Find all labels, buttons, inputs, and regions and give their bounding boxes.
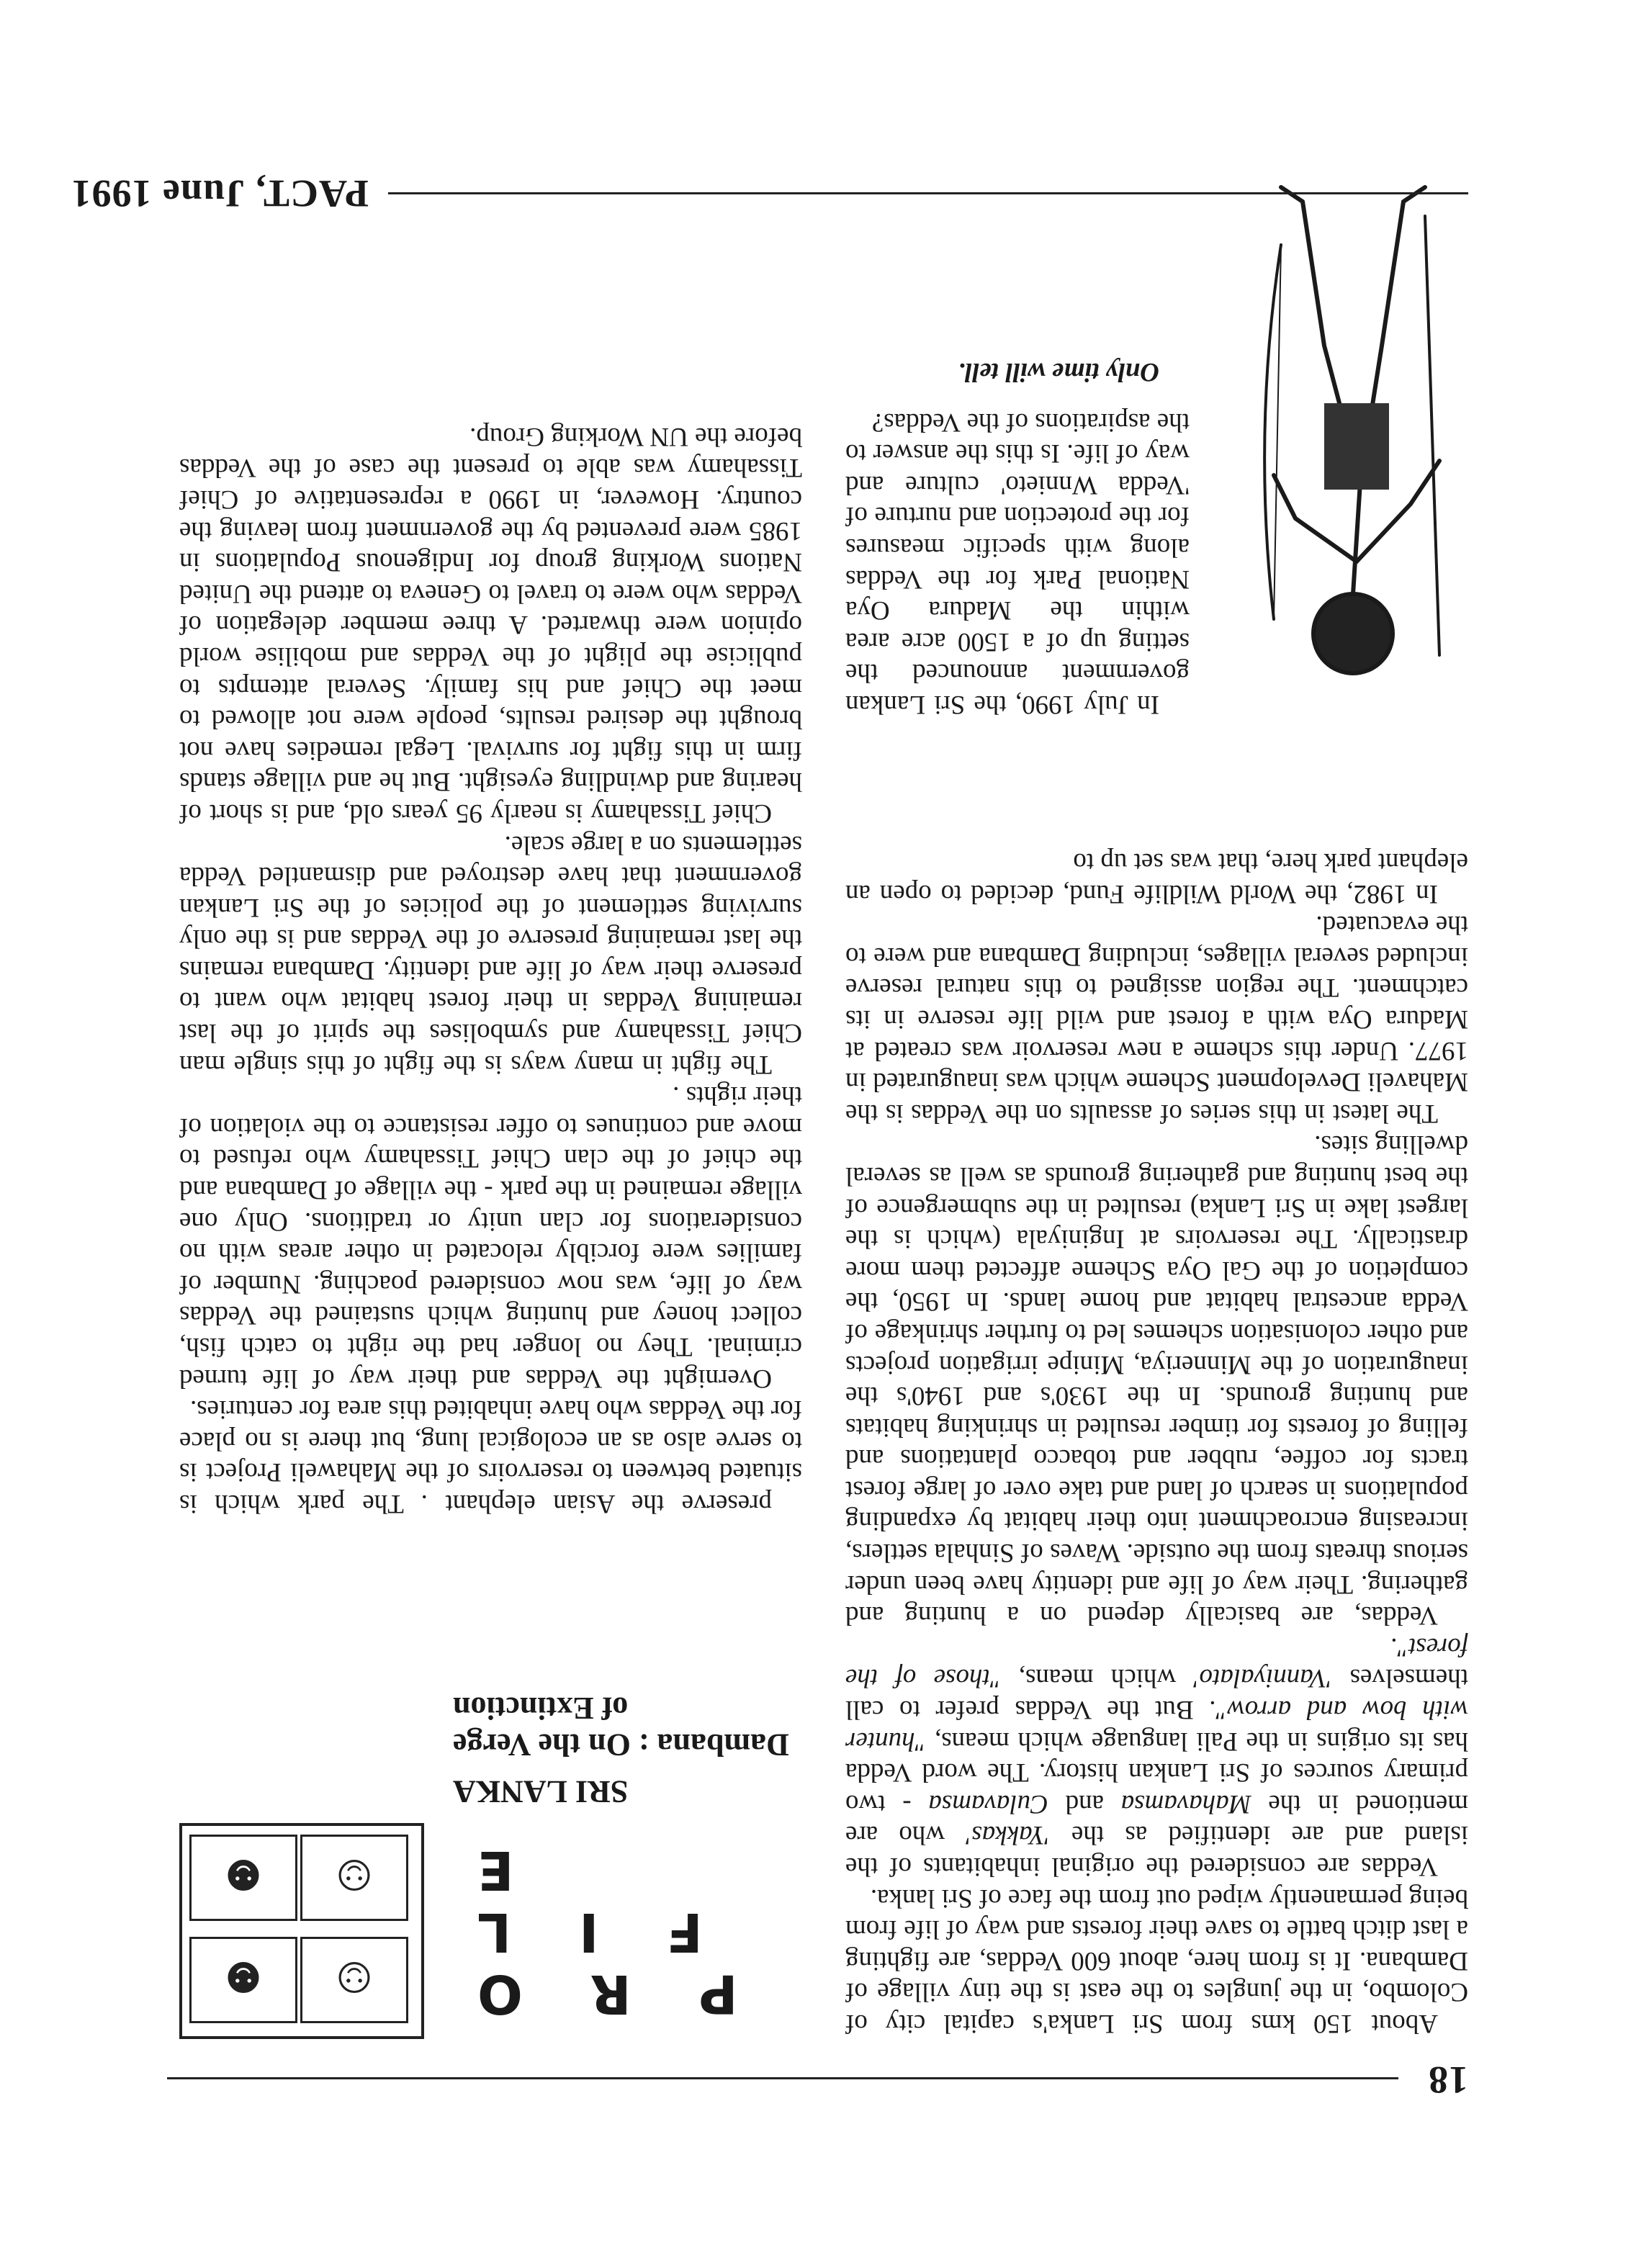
footer-rule — [388, 192, 1468, 194]
paragraph: Chief Tissahamy is nearly 95 years old, and is short of hearing and dwindling eyesight. But he and village stands firm in this fight for survival. Legal remedies have not brought the desired results, people were not allowed to meet the Chief and his family. Several attempts to publicise the plight of the Veddas and mobilise world opinion were thwarted. A three member delegation of Veddas who were to travel to Geneva to attend the United Nations Working group for Indigenous Populations in 1985 were prevented by the government from leaving the country. However, in 1990 a representative of Chief Tissahamy was able to present the case of the Veddas before the UN Working Group. — [179, 421, 802, 828]
paragraph: The fight in many ways is the fight of this single man Chief Tissahamy and symbolises the spirit of the last remaining Veddas in their forest habitat who want to preserve their way of life and identity. Dambana remains the last remaining preserve of the Veddas and is the only surviving settlement of the policies of the Sri Lankan government that have destroyed and dismantled Vedda settlements on a large scale. — [179, 829, 802, 1079]
paragraph: The latest in this series of assaults on the Veddas is the Mahaveli Development Scheme which was inaugurated in 1977. Under this scheme a new reservoir was created at Madura Oya with a forest and wild life reserve in its catchment. The region assigned to this natural reserve included several villages, including Dambana and were to the evacuated. — [845, 910, 1468, 1128]
section-label: P R O F I L E — [453, 1839, 738, 2025]
paragraph: About 150 kms from Sri Lanka's capital city of Colombo, in the jungles to the east is the tiny village of Dambana. It is from here, about 600 Veddas, are fighting a last ditch battle to save their forests and way of life from being permanently wiped out from the face of Sri lanka. — [845, 1883, 1468, 2038]
heading-group — [179, 1521, 802, 2039]
page-number: 18 — [1428, 2058, 1468, 2102]
paragraph: In July 1990, the Sri Lankan government announced the setting up of a 1500 acre area within the Madura Oya National Park for the Veddas along with specific measures for the protection and nurture of 'Vedda Wnnieto' culture and way of life. Is this the answer to the aspirations of the Veddas? — [845, 407, 1190, 719]
paragraph: Veddas are considered the original inhabitants of the island and are identified as the 'Yakkas' who are mentioned in the Mahavamsa and Culavamsa - two primary sources of Sri Lankan history. The word Vedda has its origins in the Pali language which means, "hunter with bow and arrow". But the Veddas prefer to call themselves 'Vanniyalato' which means, "those of the forest". — [845, 1632, 1468, 1882]
logo-figure-icon: ☺ — [300, 1937, 408, 2023]
paragraph: Overnight the Veddas and their way of life turned criminal. They no longer had the right to catch fish, collect honey and hunting which sustained the Veddas way of life, was now considered poaching. Number of families were forcibly relocated in other areas with no considerations for clan unity or traditions. Only one village remained in the park - the village of Dambana and the chief of the clan Chief Tissahamy who refused to move and continues to offer resistance to the violation of their rights . — [179, 1081, 802, 1393]
left-column — [845, 846, 1468, 2039]
paragraph: In 1982, the World Wildlife Fund, decided to open an elephant park here, that was set up to — [845, 847, 1468, 909]
closing-line: Only time will tell. — [958, 357, 1159, 387]
logo-figure-icon: ☻ — [189, 1835, 297, 1921]
logo-figure-icon: ☻ — [189, 1937, 297, 2023]
vedda-hunter-illustration — [1238, 173, 1468, 720]
paragraph: Veddas, are basically depend on a hunting and gathering. Their way of life and identity have been under serious threats from the outside. Waves of Sinhala settlers, increasing encroachment into their habitat by expanding populations in search of land and take over of large forest tracts for coffee, rubber and tobacco plantations and felling of forests for timber resulted in shrinking habitats and hunting grounds. In the 1930's and 1940's the inauguration of the Minneriya, Minipe irrigation projects and other colonisation schemes led to further shrinkage of Vedda ancestral habitat and home lands. In 1950, the completion of the Gal Oya Scheme affected them more drastically. The reservoirs at Inginiyala (which is the largest lake in Sri Lanka) resulted in the submergence of the best hunting and gathering grounds as well as several dwelling sites. — [845, 1130, 1468, 1631]
country-heading: SRI LANKA — [453, 1774, 629, 1809]
profile-logo-icon — [179, 1823, 424, 2039]
paragraph: preserve the Asian elephant . The park which is situated between to reservoirs of the Mahaweli Project is to serve also as an ecological lung, but there is no place for the Veddas who have inhabited this area for centuries. — [179, 1395, 802, 1518]
right-column — [179, 420, 802, 1519]
header-rule — [167, 2077, 1398, 2079]
publication-footer: PACT, June 1991 — [71, 172, 369, 215]
logo-figure-icon: ☺ — [300, 1835, 408, 1921]
inset-column — [845, 356, 1190, 720]
article-title: Dambana : On the Verge of Extinction — [453, 1691, 789, 1763]
heading-text — [453, 1690, 802, 2025]
